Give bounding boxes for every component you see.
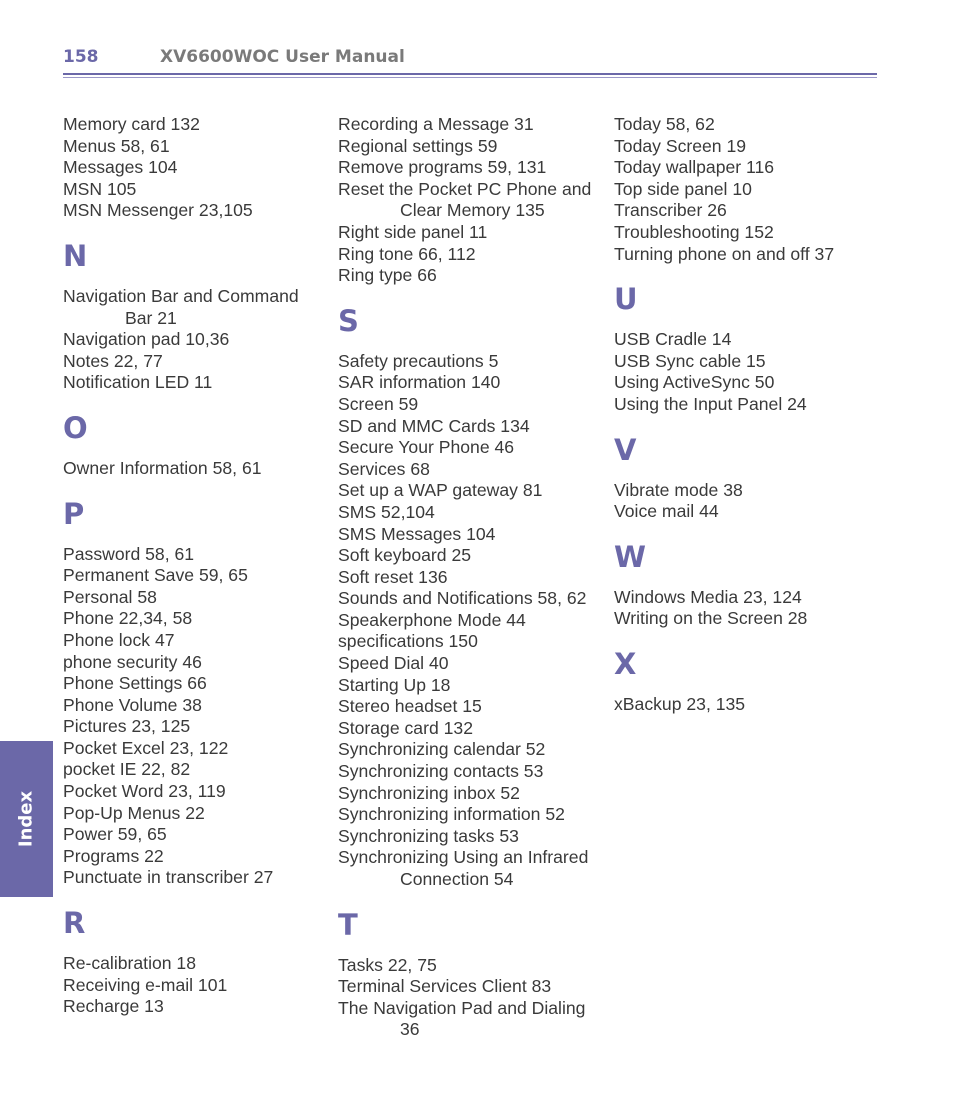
section-letter: T [338, 907, 358, 942]
index-entry-text: Phone lock 47 [63, 629, 175, 650]
section-letter: U [614, 282, 638, 317]
index-entry-text: Secure Your Phone 46 [338, 437, 515, 458]
index-group [614, 533, 884, 630]
index-entry-text: Voice mail 44 [614, 501, 719, 522]
index-entry-text: Regional settings 59 [338, 135, 498, 156]
header-rule-thin [63, 77, 877, 78]
index-entry-text: Navigation pad 10,36 [63, 329, 230, 350]
index-entry-text: Using the Input Panel 24 [614, 393, 807, 414]
index-entry-text: SAR information 140 [338, 372, 501, 393]
index-entry [614, 694, 884, 716]
index-entry [63, 738, 333, 760]
index-entry-text: Remove programs 59, 131 [338, 157, 547, 178]
index-group [338, 901, 608, 1041]
header-rule [63, 73, 877, 75]
index-entry-text: Synchronizing Using an Infrared [338, 847, 589, 868]
index-entry-text: Pocket Excel 23, 122 [63, 737, 229, 758]
index-entry [614, 501, 884, 523]
index-entry [614, 329, 884, 351]
index-entry [614, 608, 884, 630]
index-entry [63, 544, 333, 566]
index-group [614, 426, 884, 523]
index-group [63, 404, 333, 480]
index-entry-text: USB Sync cable 15 [614, 350, 766, 371]
index-entry-text: Windows Media 23, 124 [614, 586, 802, 607]
index-entry-text: Speakerphone Mode 44 [338, 609, 526, 630]
index-entry-text: specifications 150 [338, 631, 478, 652]
index-entry [63, 996, 333, 1018]
section-letter: W [614, 539, 646, 574]
index-entry [338, 545, 608, 567]
index-entry [614, 244, 884, 266]
index-column-3 [614, 114, 884, 716]
index-entry-text: Navigation Bar and Command [63, 285, 299, 306]
index-entry-text: Pictures 23, 125 [63, 716, 191, 737]
index-entry-text: Password 58, 61 [63, 543, 195, 564]
index-entry-continuation: Clear Memory 135 [400, 200, 545, 221]
index-entry-continuation: Bar 21 [125, 307, 177, 328]
index-entry [614, 394, 884, 416]
index-entry-text: Permanent Save 59, 65 [63, 565, 248, 586]
index-entry [338, 265, 608, 287]
index-entry-text: SD and MMC Cards 134 [338, 415, 530, 436]
index-entry-text: Tasks 22, 75 [338, 954, 437, 975]
index-entry [63, 867, 333, 889]
index-entry-text: MSN Messenger 23,105 [63, 200, 253, 221]
index-entry-text: SMS 52,104 [338, 501, 435, 522]
index-entry [338, 114, 608, 136]
index-entry [338, 588, 608, 610]
index-entry-text: pocket IE 22, 82 [63, 759, 191, 780]
manual-title: XV6600WOC User Manual [160, 47, 405, 67]
index-entry [614, 222, 884, 244]
index-entry-text: Terminal Services Client 83 [338, 976, 552, 997]
index-group [63, 899, 333, 1018]
index-group [338, 297, 608, 891]
index-entry-text: Right side panel 11 [338, 221, 488, 242]
index-entry [63, 716, 333, 738]
index-column-2 [338, 114, 608, 1041]
index-side-tab [0, 741, 53, 897]
index-entry [338, 675, 608, 697]
index-entry-text: Synchronizing calendar 52 [338, 739, 546, 760]
index-entry-text: Power 59, 65 [63, 824, 167, 845]
index-entry-text: Today Screen 19 [614, 135, 747, 156]
index-entry-text: Sounds and Notifications 58, 62 [338, 588, 587, 609]
index-entry-text: Starting Up 18 [338, 674, 451, 695]
index-entry [614, 372, 884, 394]
index-entry [338, 136, 608, 158]
index-entry-text: xBackup 23, 135 [614, 693, 746, 714]
index-entry [338, 394, 608, 416]
index-entry [338, 222, 608, 244]
index-entry [614, 351, 884, 373]
index-group [614, 114, 884, 265]
index-entry [338, 976, 608, 998]
index-entry [338, 998, 608, 1041]
index-entry-text: Screen 59 [338, 393, 419, 414]
index-entry-text: Pocket Word 23, 119 [63, 781, 226, 802]
index-entry [63, 608, 333, 630]
index-entry-text: The Navigation Pad and Dialing [338, 997, 586, 1018]
index-column-1 [63, 114, 333, 1018]
index-entry-text: Phone 22,34, 58 [63, 608, 193, 629]
index-entry-text: Soft keyboard 25 [338, 545, 472, 566]
index-entry-text: Synchronizing information 52 [338, 804, 565, 825]
index-entry [338, 459, 608, 481]
index-entry [614, 114, 884, 136]
index-entry-text: Synchronizing contacts 53 [338, 761, 544, 782]
index-entry [614, 200, 884, 222]
index-entry [338, 610, 608, 632]
section-letter: V [614, 432, 637, 467]
index-entry [63, 975, 333, 997]
section-letter: N [63, 238, 88, 273]
section-letter: O [63, 410, 88, 445]
index-entry-text: Storage card 132 [338, 717, 473, 738]
index-entry [614, 480, 884, 502]
index-entry [63, 565, 333, 587]
index-entry-text: Top side panel 10 [614, 178, 752, 199]
index-entry-text: Reset the Pocket PC Phone and [338, 178, 592, 199]
index-entry-text: Recharge 13 [63, 996, 164, 1017]
index-entry-text: Writing on the Screen 28 [614, 608, 808, 629]
index-entry [63, 351, 333, 373]
side-tab-label: Index [15, 790, 37, 848]
index-entry [338, 351, 608, 373]
index-entry-text: Notes 22, 77 [63, 350, 163, 371]
index-entry [63, 286, 333, 329]
index-entry [338, 567, 608, 589]
index-entry-text: Re-calibration 18 [63, 953, 197, 974]
index-entry [63, 781, 333, 803]
page-number: 158 [63, 47, 99, 67]
index-group [338, 114, 608, 287]
index-entry [614, 587, 884, 609]
index-entry-text: Transcriber 26 [614, 200, 727, 221]
index-entry-text: Phone Settings 66 [63, 673, 207, 694]
index-entry-text: Recording a Message 31 [338, 114, 534, 134]
index-entry [63, 652, 333, 674]
index-entry-text: Speed Dial 40 [338, 653, 449, 674]
index-entry-text: Services 68 [338, 458, 430, 479]
index-entry [63, 673, 333, 695]
index-entry-text: Using ActiveSync 50 [614, 372, 775, 393]
index-entry [63, 587, 333, 609]
index-group [63, 232, 333, 394]
index-entry [63, 695, 333, 717]
index-entry-text: Synchronizing inbox 52 [338, 782, 520, 803]
index-entry-text: Personal 58 [63, 586, 157, 607]
index-entry [63, 157, 333, 179]
index-entry-text: Receiving e-mail 101 [63, 974, 228, 995]
index-entry-text: Notification LED 11 [63, 372, 213, 393]
index-entry [338, 804, 608, 826]
index-entry-text: Punctuate in transcriber 27 [63, 867, 274, 888]
index-entry-text: USB Cradle 14 [614, 329, 732, 350]
index-entry [338, 761, 608, 783]
index-entry [338, 157, 608, 179]
index-group [63, 490, 333, 890]
index-entry-text: Menus 58, 61 [63, 135, 170, 156]
index-entry [614, 157, 884, 179]
index-entry-text: Ring type 66 [338, 265, 437, 286]
index-entry [63, 179, 333, 201]
index-entry-text: Programs 22 [63, 845, 164, 866]
index-entry-continuation: Connection 54 [400, 869, 514, 889]
index-entry [338, 653, 608, 675]
index-entry [63, 824, 333, 846]
index-entry [338, 416, 608, 438]
index-entry-continuation: 36 [400, 1019, 420, 1040]
index-entry [63, 759, 333, 781]
index-entry [338, 826, 608, 848]
index-group [614, 640, 884, 716]
index-entry-text: Soft reset 136 [338, 566, 448, 587]
index-entry-text: Safety precautions 5 [338, 350, 499, 371]
section-letter: S [338, 303, 359, 338]
index-entry [338, 524, 608, 546]
index-entry [338, 847, 608, 890]
index-entry [338, 696, 608, 718]
index-entry [63, 846, 333, 868]
index-entry [63, 953, 333, 975]
index-entry [614, 136, 884, 158]
index-entry-text: Owner Information 58, 61 [63, 457, 262, 478]
index-entry-text: Today 58, 62 [614, 114, 715, 134]
index-entry [63, 372, 333, 394]
index-entry-text: Memory card 132 [63, 114, 200, 134]
index-entry-text: Synchronizing tasks 53 [338, 825, 519, 846]
index-entry [338, 244, 608, 266]
index-entry [338, 480, 608, 502]
index-entry [338, 437, 608, 459]
index-entry [63, 803, 333, 825]
section-letter: R [63, 906, 86, 941]
index-entry-text: Ring tone 66, 112 [338, 243, 476, 264]
index-entry [338, 955, 608, 977]
index-entry [338, 783, 608, 805]
index-entry [63, 630, 333, 652]
index-group [63, 114, 333, 222]
index-entry [338, 739, 608, 761]
section-letter: X [614, 646, 637, 681]
index-entry [338, 372, 608, 394]
index-entry [338, 718, 608, 740]
index-entry [63, 114, 333, 136]
index-entry-text: Today wallpaper 116 [614, 157, 775, 178]
section-letter: P [63, 496, 85, 531]
index-entry [63, 458, 333, 480]
index-entry-text: Messages 104 [63, 157, 178, 178]
index-entry [614, 179, 884, 201]
index-entry-text: Stereo headset 15 [338, 696, 482, 717]
index-entry-text: Phone Volume 38 [63, 694, 202, 715]
index-entry [338, 502, 608, 524]
index-entry [63, 200, 333, 222]
index-entry-text: Pop-Up Menus 22 [63, 802, 205, 823]
index-entry-text: MSN 105 [63, 178, 137, 199]
index-entry-text: Troubleshooting 152 [614, 221, 774, 242]
index-entry [338, 631, 608, 653]
index-entry-text: Set up a WAP gateway 81 [338, 480, 543, 501]
index-entry-text: SMS Messages 104 [338, 523, 496, 544]
index-entry [63, 329, 333, 351]
index-entry-text: Turning phone on and off 37 [614, 243, 835, 264]
index-entry-text: Vibrate mode 38 [614, 479, 743, 500]
index-entry [338, 179, 608, 222]
index-group [614, 275, 884, 415]
index-entry [63, 136, 333, 158]
index-entry-text: phone security 46 [63, 651, 202, 672]
